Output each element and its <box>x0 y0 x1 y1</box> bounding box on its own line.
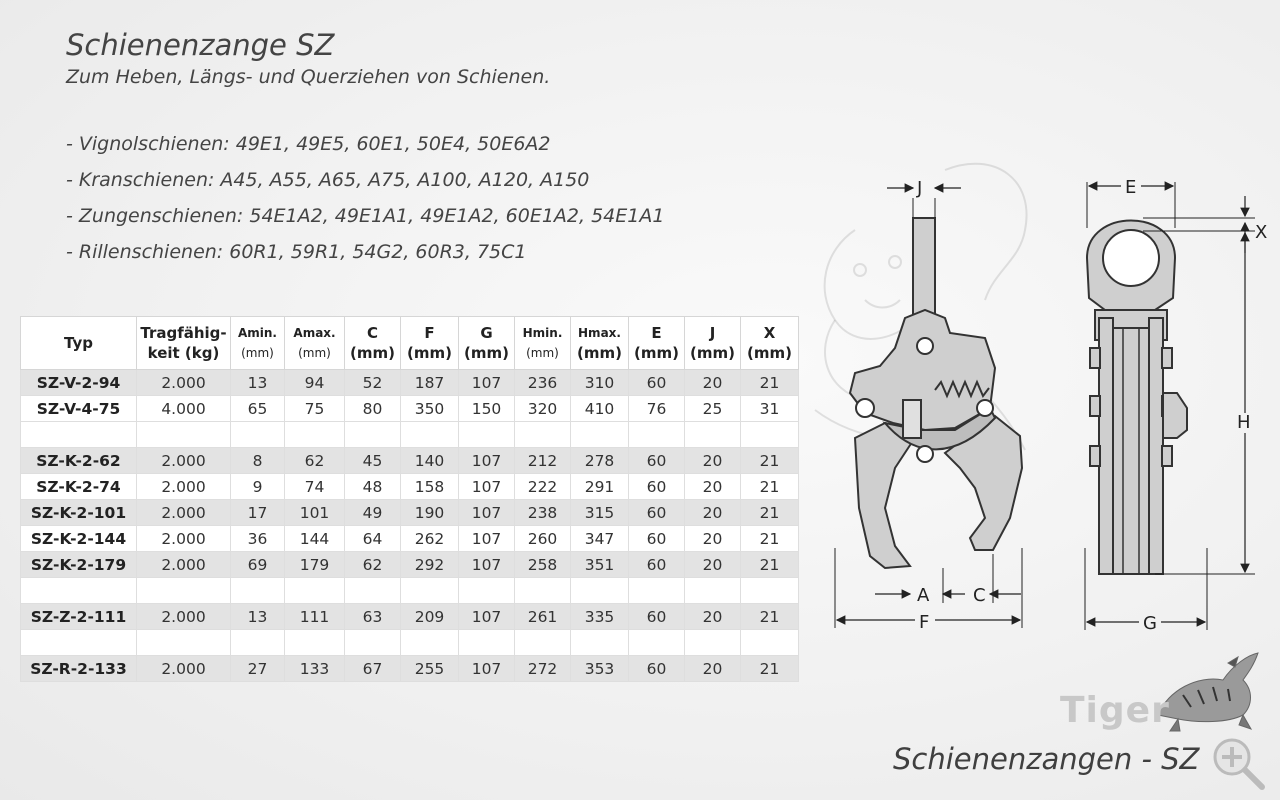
table-cell: 212 <box>515 448 571 474</box>
table-cell <box>137 422 231 448</box>
table-cell: 320 <box>515 396 571 422</box>
table-cell: 21 <box>741 370 799 396</box>
table-cell <box>459 578 515 604</box>
table-cell: 140 <box>401 448 459 474</box>
table-cell: 353 <box>571 656 629 682</box>
spec-table <box>20 316 799 682</box>
table-cell: 49 <box>345 500 401 526</box>
table-cell: 2.000 <box>137 526 231 552</box>
table-cell <box>685 578 741 604</box>
table-spacer-row <box>21 630 799 656</box>
table-cell <box>629 578 685 604</box>
col-header-c-label: C <box>366 324 378 342</box>
table-cell: 60 <box>629 604 685 630</box>
table-cell <box>285 630 345 656</box>
table-cell: 347 <box>571 526 629 552</box>
table-cell: 20 <box>685 656 741 682</box>
rail-type-kran: - Kranschienen: A45, A55, A65, A75, A100, A120, A150 <box>66 169 590 191</box>
table-cell <box>685 422 741 448</box>
table-cell: 2.000 <box>137 448 231 474</box>
col-header-f <box>401 317 459 370</box>
table-cell: 21 <box>741 656 799 682</box>
rail-type-rillen: - Rillenschienen: 60R1, 59R1, 54G2, 60R3, 75C1 <box>66 241 527 263</box>
col-header-j <box>685 317 741 370</box>
table-cell: 60 <box>629 370 685 396</box>
col-header-typ: Typ <box>21 317 137 370</box>
table-cell: 62 <box>285 448 345 474</box>
table-cell: 60 <box>629 500 685 526</box>
table-cell: 80 <box>345 396 401 422</box>
table-cell: 60 <box>629 474 685 500</box>
table-cell: 158 <box>401 474 459 500</box>
cell-typ: SZ-Z-2-111 <box>21 604 137 630</box>
table-row <box>21 474 799 500</box>
table-cell: 76 <box>629 396 685 422</box>
table-cell: 144 <box>285 526 345 552</box>
table-cell: 262 <box>401 526 459 552</box>
table-cell: 60 <box>629 526 685 552</box>
table-cell: 20 <box>685 370 741 396</box>
table-cell <box>741 630 799 656</box>
table-cell: 107 <box>459 656 515 682</box>
table-cell: 107 <box>459 604 515 630</box>
table-cell: 21 <box>741 604 799 630</box>
col-header-amin <box>231 317 285 370</box>
table-row <box>21 604 799 630</box>
table-cell <box>345 422 401 448</box>
table-cell: 310 <box>571 370 629 396</box>
col-header-e-label: E <box>651 324 662 342</box>
table-cell: 107 <box>459 526 515 552</box>
dim-label-g: G <box>1143 613 1157 634</box>
table-cell <box>571 630 629 656</box>
table-cell: 20 <box>685 552 741 578</box>
table-cell: 209 <box>401 604 459 630</box>
table-cell: 2.000 <box>137 370 231 396</box>
cell-typ <box>21 422 137 448</box>
table-cell: 45 <box>345 448 401 474</box>
table-cell: 107 <box>459 448 515 474</box>
table-cell: 101 <box>285 500 345 526</box>
table-cell: 410 <box>571 396 629 422</box>
table-cell <box>285 422 345 448</box>
table-cell <box>515 578 571 604</box>
table-cell: 133 <box>285 656 345 682</box>
table-spacer-row <box>21 578 799 604</box>
table-cell: 67 <box>345 656 401 682</box>
table-cell: 2.000 <box>137 552 231 578</box>
table-cell: 150 <box>459 396 515 422</box>
table-cell: 69 <box>231 552 285 578</box>
table-cell: 20 <box>685 448 741 474</box>
table-cell: 60 <box>629 656 685 682</box>
table-cell: 27 <box>231 656 285 682</box>
cell-typ: SZ-V-4-75 <box>21 396 137 422</box>
col-header-e-unit: (mm) <box>634 344 679 362</box>
table-cell <box>515 422 571 448</box>
table-spacer-row <box>21 422 799 448</box>
table-cell <box>231 630 285 656</box>
table-cell <box>741 422 799 448</box>
table-cell: 31 <box>741 396 799 422</box>
col-header-f-label: F <box>424 324 435 342</box>
table-cell <box>459 422 515 448</box>
cell-typ: SZ-K-2-62 <box>21 448 137 474</box>
col-header-amin-label: Amin. <box>237 326 277 340</box>
cell-typ: SZ-K-2-101 <box>21 500 137 526</box>
table-cell: 107 <box>459 500 515 526</box>
page-subtitle: Zum Heben, Längs- und Querziehen von Schienen. <box>66 66 551 88</box>
col-header-j-unit: (mm) <box>690 344 735 362</box>
table-cell: 60 <box>629 448 685 474</box>
table-cell: 278 <box>571 448 629 474</box>
table-cell: 291 <box>571 474 629 500</box>
table-cell: 222 <box>515 474 571 500</box>
table-cell <box>137 578 231 604</box>
page-title: Schienenzange SZ <box>66 28 335 62</box>
cell-typ <box>21 578 137 604</box>
table-cell: 255 <box>401 656 459 682</box>
dim-label-c: C <box>973 585 986 606</box>
table-row <box>21 552 799 578</box>
table-cell: 60 <box>629 552 685 578</box>
col-header-amax-unit: (mm) <box>298 346 331 360</box>
table-cell: 351 <box>571 552 629 578</box>
col-header-amax <box>285 317 345 370</box>
col-header-c <box>345 317 401 370</box>
table-cell: 25 <box>685 396 741 422</box>
table-cell: 2.000 <box>137 500 231 526</box>
table-cell: 107 <box>459 552 515 578</box>
cell-typ: SZ-K-2-74 <box>21 474 137 500</box>
col-header-g-label: G <box>480 324 493 342</box>
table-cell: 75 <box>285 396 345 422</box>
table-cell <box>401 578 459 604</box>
table-cell <box>515 630 571 656</box>
col-header-tragfaehigkeit-line2: keit (kg) <box>147 344 220 362</box>
table-cell: 48 <box>345 474 401 500</box>
footer-caption: Schienenzangen - SZ <box>893 742 1200 776</box>
table-cell: 52 <box>345 370 401 396</box>
table-row <box>21 448 799 474</box>
rail-type-list <box>66 130 664 274</box>
table-cell: 236 <box>515 370 571 396</box>
table-cell: 13 <box>231 370 285 396</box>
table-cell: 62 <box>345 552 401 578</box>
table-cell <box>571 578 629 604</box>
table-cell <box>345 630 401 656</box>
spec-table-body <box>21 370 799 682</box>
table-cell: 65 <box>231 396 285 422</box>
dim-label-h: H <box>1237 412 1251 433</box>
table-cell <box>629 630 685 656</box>
dim-label-x: X <box>1255 222 1268 243</box>
col-header-g-unit: (mm) <box>464 344 509 362</box>
table-cell: 74 <box>285 474 345 500</box>
zoom-in-icon[interactable] <box>1210 735 1270 795</box>
col-header-tragfaehigkeit-line1: Tragfähig- <box>140 324 227 342</box>
cell-typ: SZ-K-2-144 <box>21 526 137 552</box>
table-cell: 63 <box>345 604 401 630</box>
col-header-g <box>459 317 515 370</box>
table-cell: 13 <box>231 604 285 630</box>
table-cell: 187 <box>401 370 459 396</box>
table-cell: 258 <box>515 552 571 578</box>
col-header-j-label: J <box>709 324 716 342</box>
side-view-drawing <box>1087 221 1187 575</box>
table-cell: 292 <box>401 552 459 578</box>
col-header-hmax-unit: (mm) <box>577 344 622 362</box>
dim-label-f: F <box>919 612 930 633</box>
table-row <box>21 396 799 422</box>
front-view-drawing <box>850 218 1022 568</box>
table-cell: 107 <box>459 370 515 396</box>
rail-type-vignol: - Vignolschienen: 49E1, 49E5, 60E1, 50E4, 50E6A2 <box>66 133 551 155</box>
table-cell: 21 <box>741 500 799 526</box>
col-header-x-unit: (mm) <box>747 344 792 362</box>
table-cell: 335 <box>571 604 629 630</box>
col-header-hmin <box>515 317 571 370</box>
table-cell: 36 <box>231 526 285 552</box>
col-header-amax-label: Amax. <box>293 326 336 340</box>
col-header-c-unit: (mm) <box>350 344 395 362</box>
table-cell: 261 <box>515 604 571 630</box>
table-cell: 17 <box>231 500 285 526</box>
dim-label-j: J <box>917 178 923 199</box>
table-cell <box>629 422 685 448</box>
cell-typ: SZ-R-2-133 <box>21 656 137 682</box>
table-cell: 20 <box>685 474 741 500</box>
table-row <box>21 526 799 552</box>
col-header-hmax-label: Hmax. <box>578 326 621 340</box>
table-cell: 20 <box>685 604 741 630</box>
table-cell: 94 <box>285 370 345 396</box>
table-cell: 20 <box>685 526 741 552</box>
table-cell: 64 <box>345 526 401 552</box>
table-row <box>21 500 799 526</box>
table-cell: 20 <box>685 500 741 526</box>
col-header-f-unit: (mm) <box>407 344 452 362</box>
col-header-x <box>741 317 799 370</box>
table-cell <box>345 578 401 604</box>
rail-type-zungen: - Zungenschienen: 54E1A2, 49E1A1, 49E1A2, 60E1A2, 54E1A1 <box>66 205 665 227</box>
table-header-row <box>21 317 799 370</box>
table-cell <box>231 578 285 604</box>
table-cell <box>741 578 799 604</box>
cell-typ: SZ-K-2-179 <box>21 552 137 578</box>
table-cell <box>685 630 741 656</box>
table-cell: 272 <box>515 656 571 682</box>
table-row <box>21 656 799 682</box>
table-cell: 2.000 <box>137 656 231 682</box>
col-header-x-label: X <box>763 324 776 342</box>
table-cell: 190 <box>401 500 459 526</box>
col-header-e <box>629 317 685 370</box>
table-cell: 8 <box>231 448 285 474</box>
table-cell: 350 <box>401 396 459 422</box>
table-cell <box>571 422 629 448</box>
col-header-hmin-label: Hmin. <box>522 326 563 340</box>
table-cell: 315 <box>571 500 629 526</box>
table-cell <box>137 630 231 656</box>
table-cell <box>401 422 459 448</box>
table-cell <box>401 630 459 656</box>
col-header-hmax <box>571 317 629 370</box>
table-cell: 2.000 <box>137 604 231 630</box>
table-cell <box>285 578 345 604</box>
cell-typ <box>21 630 137 656</box>
cell-typ: SZ-V-2-94 <box>21 370 137 396</box>
dim-label-a: A <box>917 585 930 606</box>
table-cell: 179 <box>285 552 345 578</box>
table-cell: 21 <box>741 448 799 474</box>
table-row <box>21 370 799 396</box>
table-cell: 2.000 <box>137 474 231 500</box>
table-cell: 21 <box>741 474 799 500</box>
technical-drawing <box>825 168 1268 638</box>
table-cell: 238 <box>515 500 571 526</box>
dim-label-e: E <box>1125 177 1137 198</box>
col-header-hmin-unit: (mm) <box>526 346 559 360</box>
table-cell: 4.000 <box>137 396 231 422</box>
table-cell: 9 <box>231 474 285 500</box>
table-cell: 107 <box>459 474 515 500</box>
tiger-logo-text: Tiger <box>1060 690 1170 731</box>
table-cell: 21 <box>741 526 799 552</box>
col-header-amin-unit: (mm) <box>241 346 274 360</box>
table-cell: 21 <box>741 552 799 578</box>
table-cell <box>231 422 285 448</box>
table-cell: 111 <box>285 604 345 630</box>
col-header-tragfaehigkeit <box>137 317 231 370</box>
table-cell <box>459 630 515 656</box>
table-cell: 260 <box>515 526 571 552</box>
